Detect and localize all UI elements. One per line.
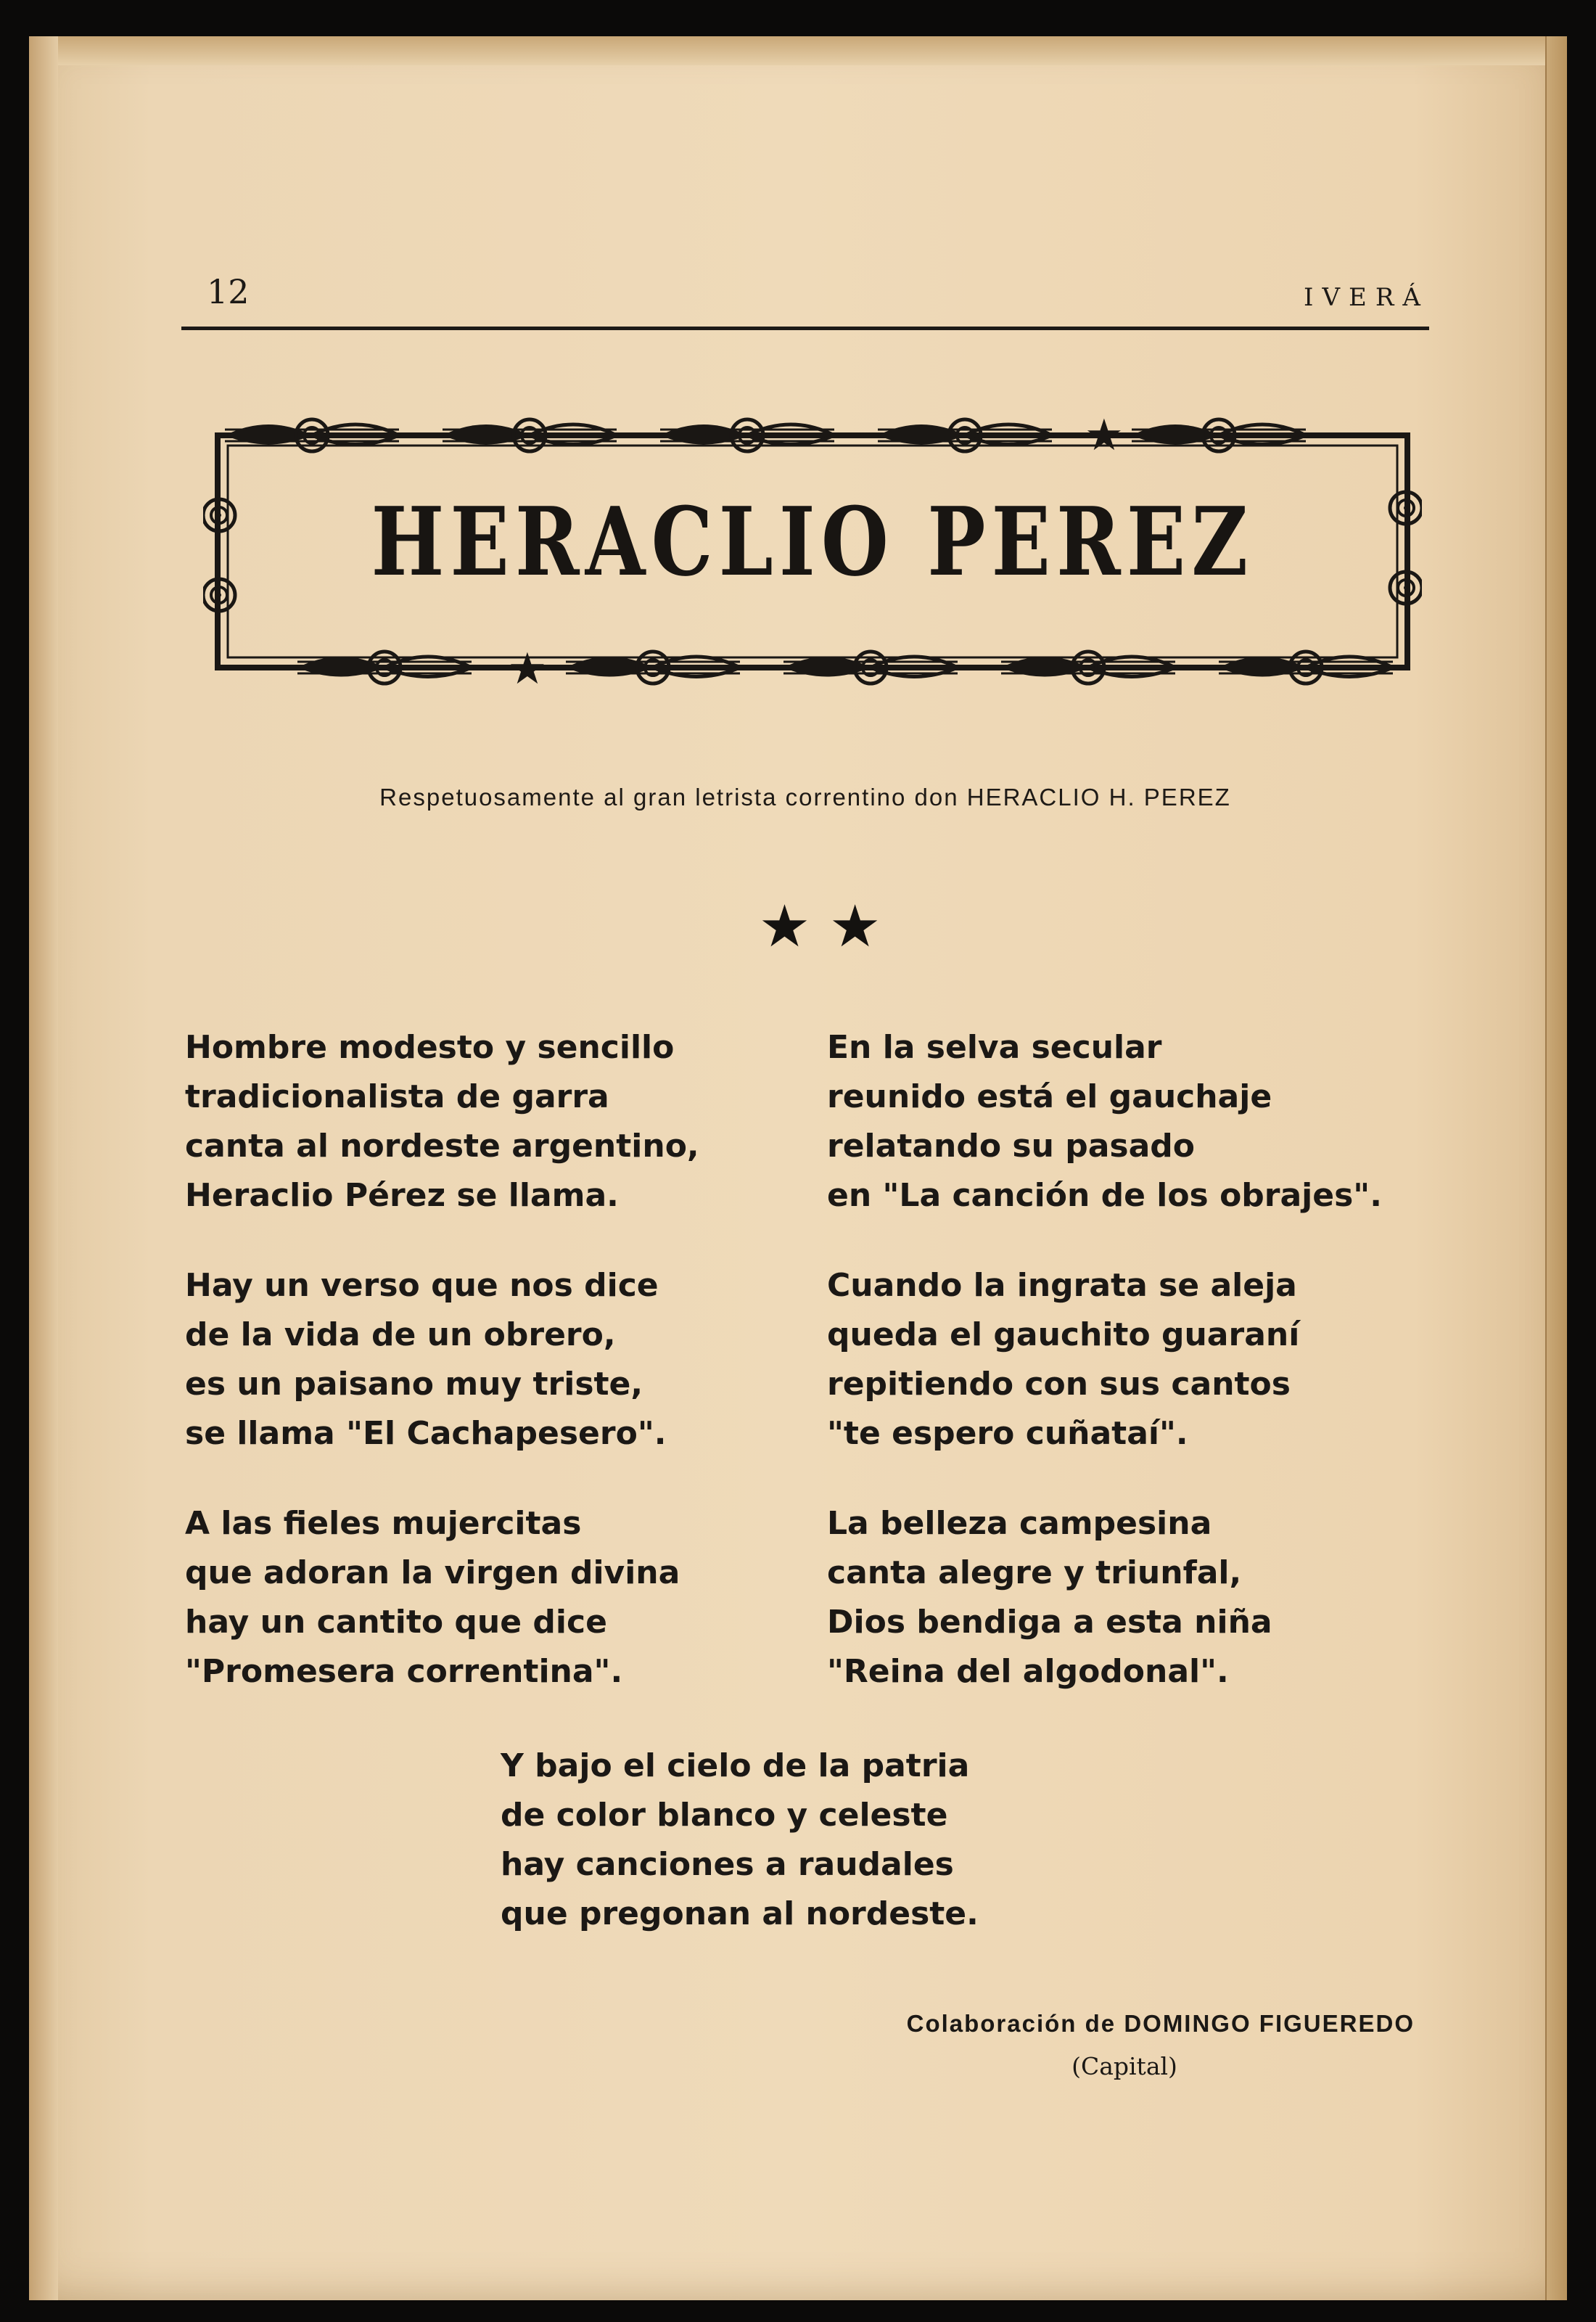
- credit-line: Colaboración de DOMINGO FIGUEREDO: [906, 2010, 1415, 2037]
- verse-line: es un paisano muy triste,: [185, 1366, 643, 1403]
- verse-line: tradicionalista de garra: [185, 1078, 609, 1115]
- stanza: [185, 1023, 838, 1221]
- poem-right-column: [827, 1023, 1480, 1737]
- verse-line: Hay un verso que nos dice: [185, 1267, 659, 1304]
- verse-line: Heraclio Pérez se llama.: [185, 1177, 619, 1214]
- page-right-edge: [1545, 36, 1567, 2300]
- poem-final-stanza: [501, 1742, 1153, 1980]
- verse-line: queda el gauchito guaraní: [827, 1316, 1300, 1353]
- verse-line: de la vida de un obrero,: [185, 1316, 616, 1353]
- stanza: [185, 1261, 838, 1459]
- page-left-edge: [29, 36, 58, 2300]
- verse-line: repitiendo con sus cantos: [827, 1366, 1291, 1403]
- verse-line: hay canciones a raudales: [501, 1846, 954, 1883]
- verse-line: La belleza campesina: [827, 1505, 1212, 1542]
- stanza: [827, 1261, 1480, 1459]
- dedication: Respetuosamente al gran letrista correntino don HERACLIO H. PEREZ: [379, 784, 1231, 811]
- verse-line: reunido está el gauchaje: [827, 1078, 1272, 1115]
- page-top-edge: [29, 36, 1567, 65]
- stanza: [185, 1499, 838, 1697]
- svg-text:★: ★: [508, 644, 547, 694]
- verse-line: En la selva secular: [827, 1029, 1162, 1066]
- verse-line: canta alegre y triunfal,: [827, 1554, 1242, 1591]
- verse-line: canta al nordeste argentino,: [185, 1128, 699, 1165]
- verse-line: en "La canción de los obrajes".: [827, 1177, 1382, 1214]
- svg-text:★: ★: [1085, 410, 1124, 461]
- verse-line: "Promesera correntina".: [185, 1653, 623, 1690]
- verse-line: que adoran la virgen divina: [185, 1554, 680, 1591]
- stanza: [501, 1742, 1153, 1939]
- verse-line: Cuando la ingrata se aleja: [827, 1267, 1297, 1304]
- verse-line: hay un cantito que dice: [185, 1604, 607, 1641]
- verse-line: Dios bendiga a esta niña: [827, 1604, 1272, 1641]
- verse-line: A las fieles mujercitas: [185, 1505, 582, 1542]
- verse-line: de color blanco y celeste: [501, 1797, 948, 1834]
- poem-left-column: [185, 1023, 838, 1737]
- stanza: [827, 1499, 1480, 1697]
- page-header: [181, 239, 1429, 330]
- stanza: [827, 1023, 1480, 1221]
- verse-line: se llama "El Cachapesero".: [185, 1415, 667, 1452]
- verse-line: Hombre modesto y sencillo: [185, 1029, 675, 1066]
- verse-line: que pregonan al nordeste.: [501, 1895, 979, 1932]
- running-title: IVERÁ: [1304, 283, 1429, 312]
- verse-line: "te espero cuñataí".: [827, 1415, 1188, 1452]
- article-title: HERACLIO PEREZ: [371, 486, 1254, 597]
- credit-place: (Capital): [1071, 2052, 1177, 2080]
- verse-line: relatando su pasado: [827, 1128, 1196, 1165]
- title-frame: [203, 406, 1422, 697]
- verse-line: Y bajo el cielo de la patria: [501, 1747, 970, 1784]
- page-number: 12: [207, 272, 250, 311]
- star-ornament: ★ ★: [758, 893, 881, 960]
- verse-line: "Reina del algodonal".: [827, 1653, 1229, 1690]
